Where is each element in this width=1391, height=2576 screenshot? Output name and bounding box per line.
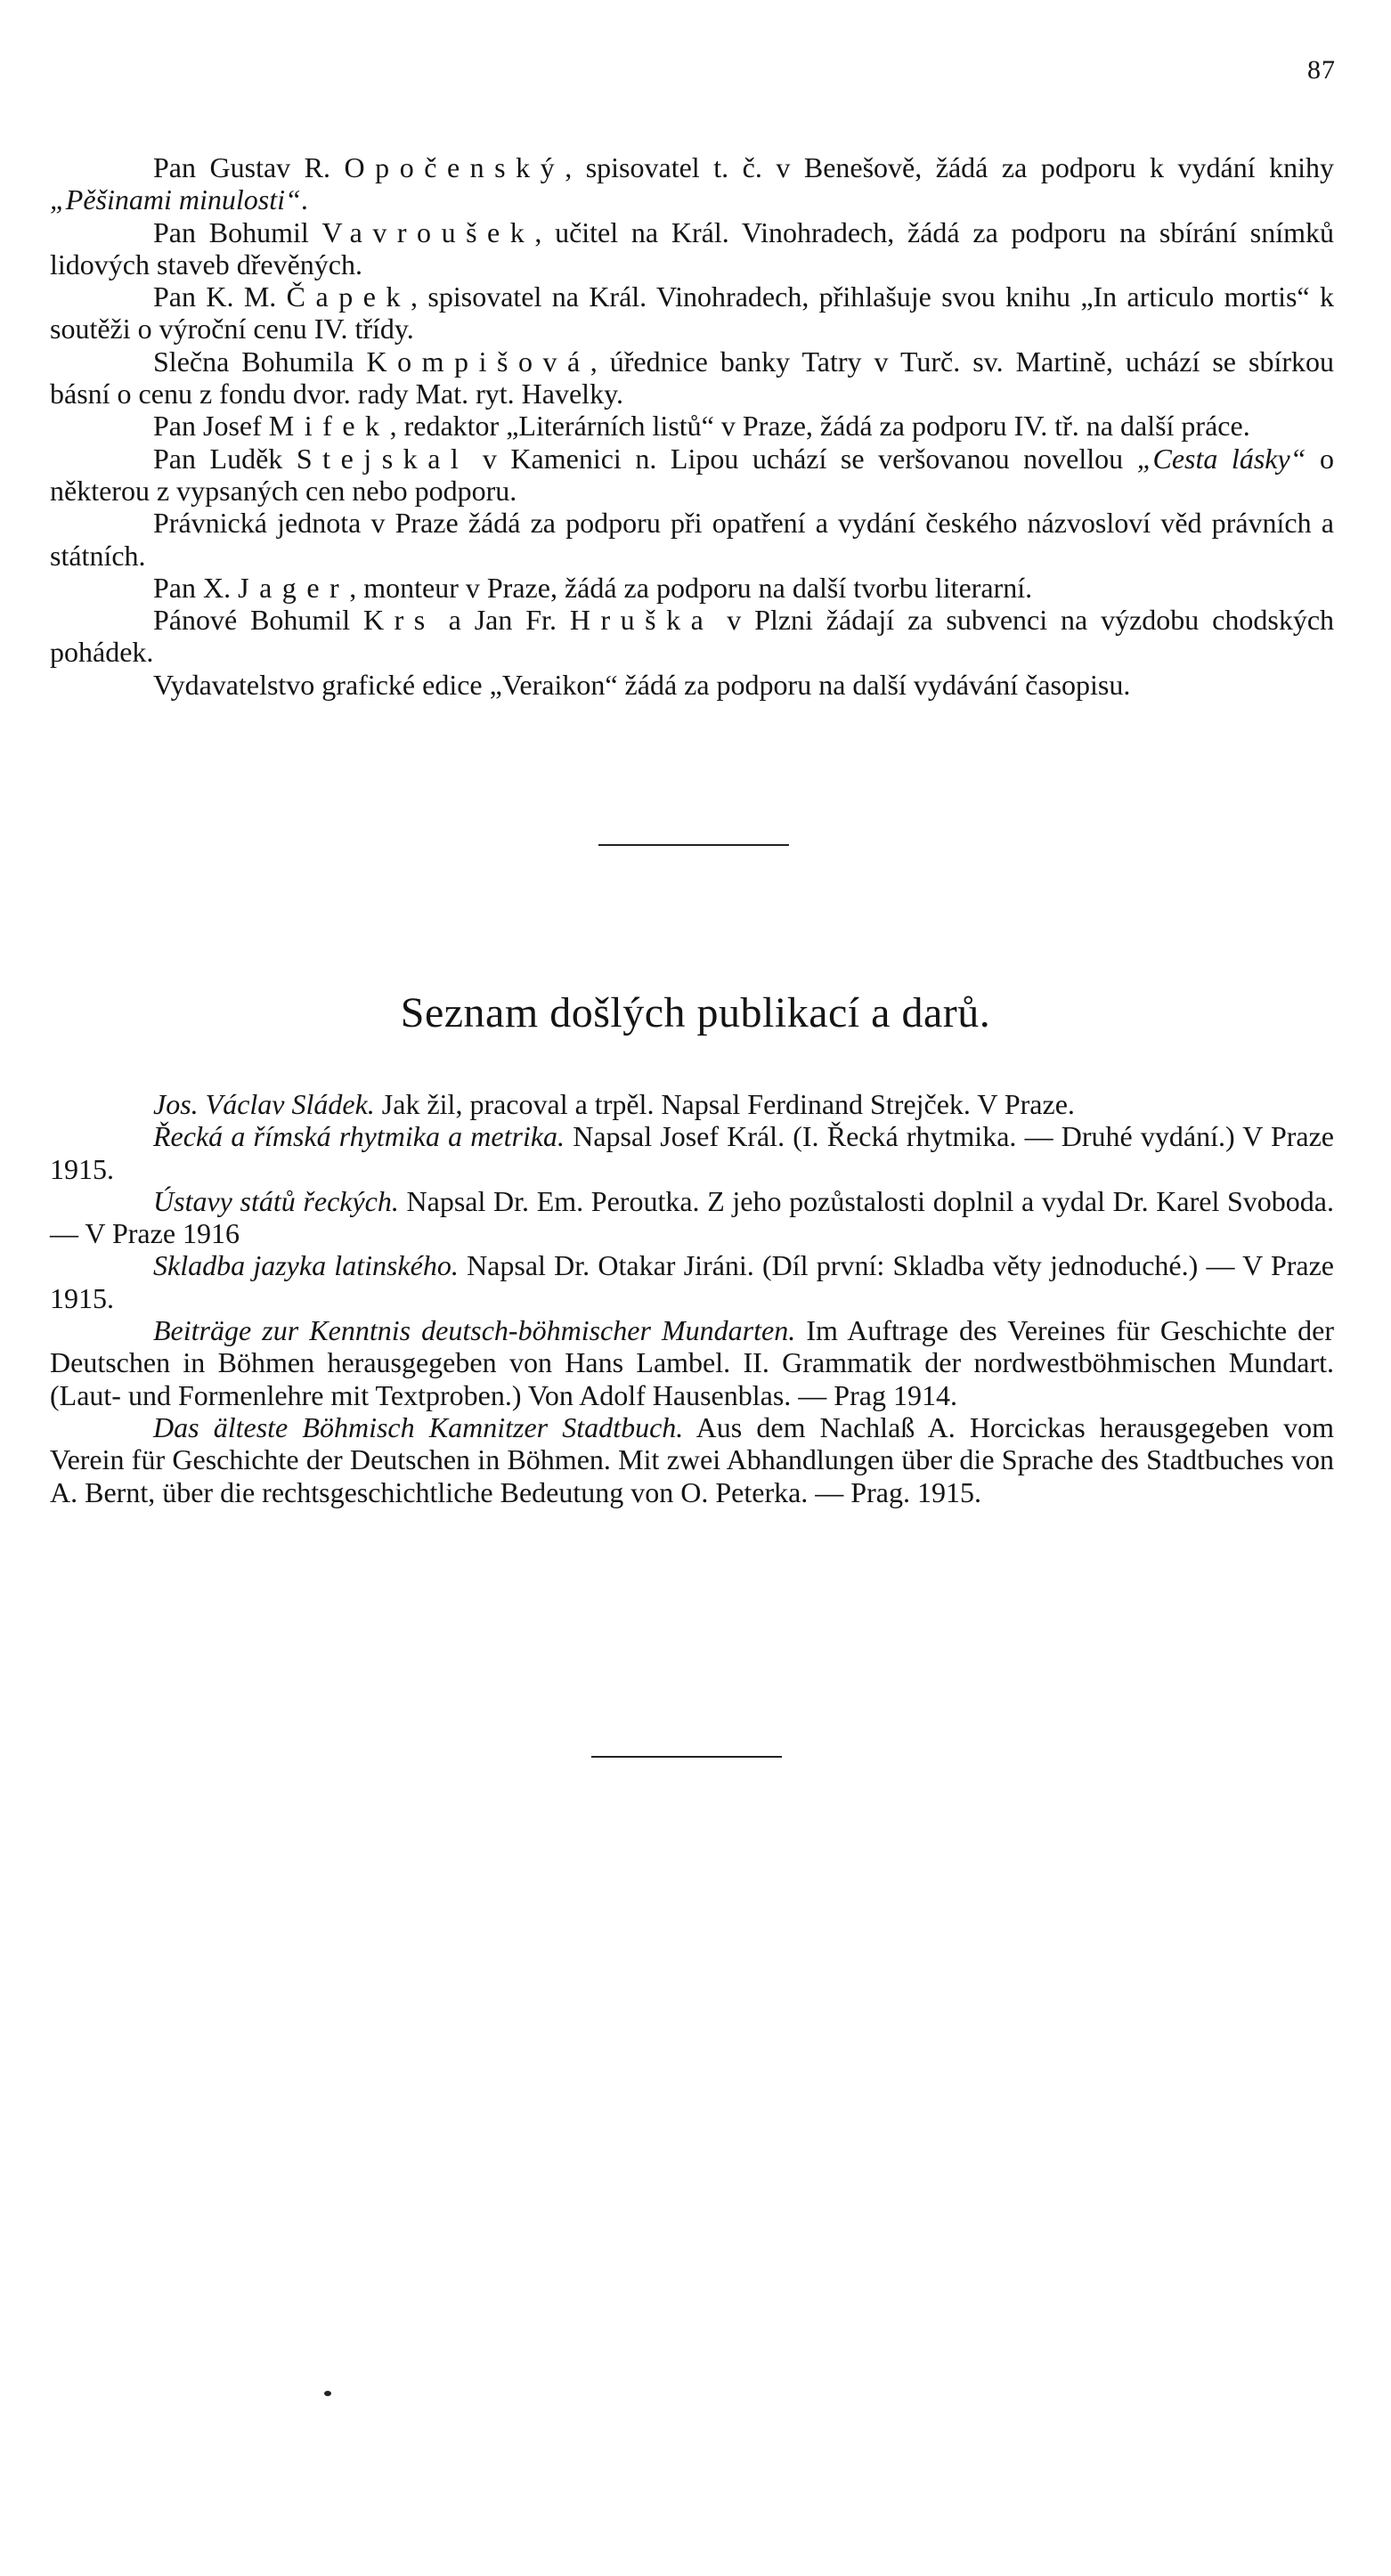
request-entry: Pan Luděk Stejskal v Kamenici n. Lipou uchází se veršovanou novellou „Cesta lásky“ o některou z vypsaných cen nebo podporu.: [50, 442, 1335, 507]
page-number: 87: [1307, 55, 1336, 85]
publication-entry: Řecká a římská rhytmika a metrika. Napsal Josef Král. (I. Řecká rhytmika. — Druhé vydání.) V Praze 1915.: [50, 1120, 1335, 1185]
section-divider: [598, 844, 789, 846]
request-entry: Pánové Bohumil Krs a Jan Fr. Hruška v Plzni žádají za subvenci na výzdobu chodských pohádek.: [50, 604, 1335, 669]
request-entry: Pan Josef Mifek, redaktor „Literárních listů“ v Praze, žádá za podporu IV. tř. na další práce.: [153, 410, 1250, 443]
request-entry: Pan Bohumil Vavroušek, učitel na Král. Vinohradech, žádá za podporu na sbírání snímků lidových staveb dřevěných.: [50, 215, 1335, 280]
request-entry: Právnická jednota v Praze žádá za podporu při opatření a vydání českého názvosloví věd právních a státních.: [50, 507, 1334, 572]
section-heading: Seznam došlých publikací a darů.: [400, 989, 991, 1036]
publication-entry: Jos. Václav Sládek. Jak žil, pracoval a trpěl. Napsal Ferdinand Strejček. V Praze.: [153, 1088, 1075, 1120]
end-divider: [591, 1756, 782, 1758]
publication-entry: Beiträge zur Kenntnis deutsch-böhmischer Mundarten. Im Auftrage des Vereines für Geschichte der Deutschen in Böhmen herausgegeben von Hans Lambel. II. Grammatik der nordwestböhmischen Mundart. (Laut- und Formenlehre mit Textproben.) Von Adolf Hausenblas. — Prag 1914.: [50, 1314, 1335, 1411]
ink-speck: [324, 2391, 331, 2396]
request-entry: Vydavatelstvo grafické edice „Veraikon“ žádá za podporu na další vydávání časopisu.: [153, 668, 1131, 701]
request-entry: Pan Gustav R. Opočenský, spisovatel t. č. v Benešově, žádá za podporu k vydání knihy „Pěšinami minulosti“.: [50, 151, 1335, 216]
publication-entry: Ústavy států řeckých. Napsal Dr. Em. Peroutka. Z jeho pozůstalosti doplnil a vydal Dr. Karel Svoboda. — V Praze 1916: [50, 1184, 1334, 1250]
publication-entry: Skladba jazyka latinského. Napsal Dr. Otakar Jiráni. (Díl první: Skladba věty jednoduché.) — V Praze 1915.: [50, 1249, 1335, 1314]
grant-requests-section: [50, 151, 1334, 701]
publication-entry: Das älteste Böhmisch Kamnitzer Stadtbuch. Aus dem Nachlaß A. Horcickas herausgegeben vom Verein für Geschichte der Deutschen in Böhmen. Mit zwei Abhandlungen über die Sprache des Stadtbuches von A. Bernt, über die rechtsgeschichtliche Bedeutung von O. Peterka. — Prag. 1915.: [50, 1410, 1335, 1508]
request-entry: Slečna Bohumila Kompišová, úřednice banky Tatry v Turč. sv. Martině, uchází se sbírkou básní o cenu z fondu dvor. rady Mat. ryt. Havelky.: [50, 345, 1335, 410]
publications-section: [50, 1088, 1334, 1508]
request-entry: Pan X. Jager, monteur v Praze, žádá za podporu na další tvorbu literarní.: [153, 571, 1033, 604]
request-entry: Pan K. M. Čapek, spisovatel na Král. Vinohradech, přihlašuje svou knihu „In articulo mortis“ k soutěži o výroční cenu IV. třídy.: [50, 280, 1335, 345]
